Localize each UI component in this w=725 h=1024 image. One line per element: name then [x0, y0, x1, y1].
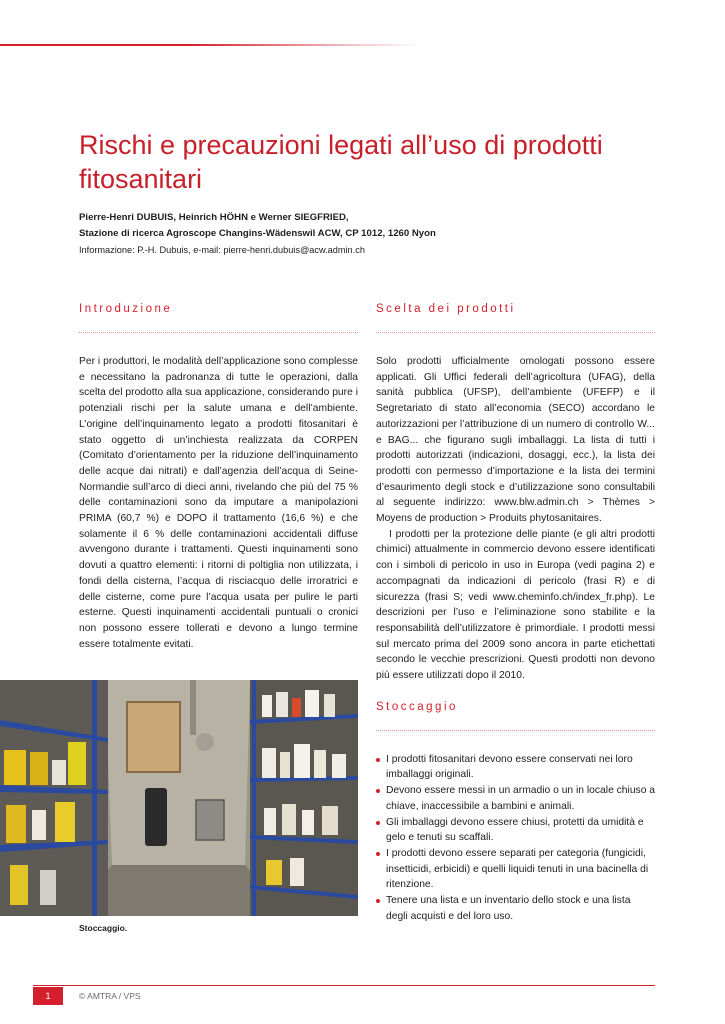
list-item: I prodotti devono essere separati per categoria (fungicidi, insetticidi, erbicidi) e quelli liquidi tenuti in una bacinella di ritenzione. — [376, 846, 655, 893]
column-right — [376, 302, 655, 925]
article-title: Rischi e precauzioni legati all’uso di prodotti fitosanitari — [79, 130, 603, 194]
list-item: Tenere una lista e un inventario dello stock e una lista degli acquisti e del loro uso. — [376, 893, 655, 924]
section-divider — [376, 332, 655, 333]
stoccaggio-list — [376, 752, 655, 925]
header-accent-rule — [0, 44, 420, 46]
footer-rule — [33, 985, 655, 986]
copyright-notice: © AMTRA / VPS — [79, 991, 141, 1001]
photo-caption: Stoccaggio. — [79, 923, 128, 933]
column-left — [79, 302, 358, 652]
list-item: Gli imballaggi devono essere chiusi, protetti da umidità e gelo e tenuti su scaffali. — [376, 815, 655, 846]
author-names: Pierre-Henri DUBUIS, Heinrich HÖHN e Werner SIEGFRIED, — [79, 212, 349, 223]
section-heading-stoccaggio: Stoccaggio — [376, 700, 458, 713]
section-heading-introduzione: Introduzione — [79, 303, 173, 315]
author-affiliation: Stazione di ricerca Agroscope Changins-Wädenswil ACW, CP 1012, 1260 Nyon — [79, 228, 436, 239]
scelta-paragraph-1: Solo prodotti ufficialmente omologati possono essere applicati. Gli Uffici federali dell’agricoltura (UFAG), della sanità pubblica (UFSP), dell’ambiente (UFEFP) e il Segretariato di stato all’economia (SECO) accordano le autorizzazioni per l’attribuzione di un numero di controllo W... e BAG... che figurano sugli imballaggi. La lista di tutti i prodotti autorizzati (indicazioni, dosaggi, ecc.), la lista dei prodotti con permesso d’importazione e la lista dei termini d’esaurimento degli stock e d’utilizzazione sono consultabili al seguente indirizzo: www.blw.admin.ch > Thèmes > Moyens de production > Produits phytosanitaires. — [376, 356, 655, 525]
page-number: 1 — [33, 987, 63, 1005]
introduzione-paragraph: Per i produttori, le modalità dell’applicazione sono complesse e necessitano la padronanza di tutte le operazioni, dalla scelta del prodotto alla sua applicazione, considerando pure i potenziali rischi per la salute umana e dell’ambiente. L’origine dell’inquinamento legato a prodotti fitosanitari è stato oggetto di un’inchiesta realizzata da CORPEN (Comitato d’orientamento per la riduzione dell’inquinamento delle acque dai nitrati) e dall’agenzia dell’acqua di Seine-Normandie sull’arco di dieci anni, rivelando che più del 75 % delle contaminazioni sono da imputare a manipolazioni PRIMA (60,7 %) e DOPO il trattamento (16,6 %) e che solamente il 6 % delle contaminazioni accidentali diffuse avvengono durante i trattamenti. Questi inquinamenti sono dovuti a quattro elementi: i ritorni di poltiglia non utilizzata, i fondi della cisterna, l’acqua di risciacquo delle irroratrici e delle cisterne, come pure l’acqua usata per pulire le parti esterne. Questi inquinamenti accidentali puntuali o cronici non possono essere tollerati e devono a lungo termine essere totalmente evitati. — [79, 356, 358, 650]
scelta-paragraph-2: I prodotti per la protezione delle piante (e gli altri prodotti chimici) attualmente in commercio devono essere identificati con i simboli di pericolo in uso in Europa (vedi pagina 2) e accompagnati da indicazioni di pericolo (frasi R) e di sicurezza (frasi S; vedi www.cheminfo.ch/index_fr.php). Le descrizioni per l’uso e l’eliminazione sono stabilite e la responsabilità dell’utilizzatore è primordiale. I prodotti messi sul mercato prima del 2009 sono ancora in parte etichettati secondo le vecchie prescrizioni. Questi prodotti non devono più essere utilizzati dopo il 2010. — [376, 528, 655, 682]
storage-shelves-illustration — [0, 680, 358, 916]
section-heading-scelta: Scelta dei prodotti — [376, 303, 516, 315]
author-block — [79, 210, 679, 258]
list-item: I prodotti fitosanitari devono essere conservati nei loro imballaggi originali. — [376, 752, 655, 783]
storage-room-photo — [0, 680, 358, 916]
list-item: Devono essere messi in un armadio o un in locale chiuso a chiave, inaccessibile a bambini e animali. — [376, 783, 655, 814]
section-divider — [79, 332, 358, 333]
author-contact: Informazione: P.-H. Dubuis, e-mail: pierre-henri.dubuis@acw.admin.ch — [79, 245, 365, 255]
section-divider — [376, 730, 655, 731]
